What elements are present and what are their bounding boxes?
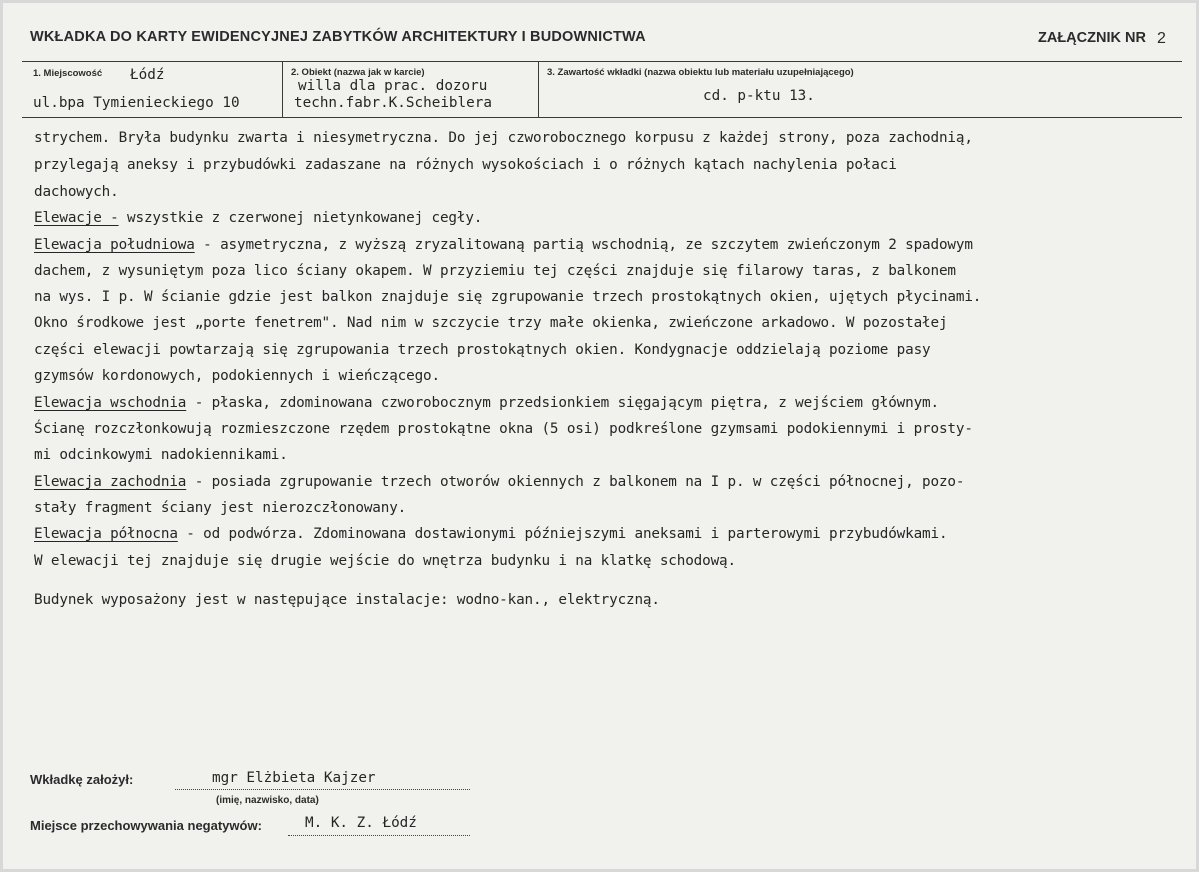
field-1-city: Łódź [130, 67, 165, 83]
attachment-number: 2 [1157, 30, 1166, 47]
body-line-2: przylegają aneksy i przybudówki zadaszane na różnych wysokościach i o różnych kątach nachylenia połaci [34, 157, 897, 173]
heading-elewacja-zachodnia: Elewacja zachodnia [34, 474, 187, 490]
field-2-line2: techn.fabr.K.Scheiblera [294, 95, 492, 111]
heading-elewacje: Elewacje - [34, 210, 119, 226]
field-1-label: 1. Miejscowość [33, 68, 103, 79]
body-line-3: dachowych. [34, 184, 119, 200]
field-1-street: ul.bpa Tymienieckiego 10 [33, 95, 240, 111]
founder-note: (imię, nazwisko, data) [216, 795, 319, 806]
storage-dotted-line [288, 835, 470, 836]
founder-dotted-line [175, 789, 470, 790]
storage-label: Miejsce przechowywania negatywów: [30, 818, 262, 833]
body-line-13: mi odcinkowymi nadokiennikami. [34, 447, 288, 463]
body-line-6: dachem, z wysuniętym poza lico ściany okapem. W przyziemiu tej części znajduje się filarowy taras, z balkonem [34, 263, 956, 279]
body-line-9: części elewacji powtarzają się zgrupowania trzech prostokątnych okien. Kondygnacje oddzielają poziome pasy [34, 342, 931, 358]
attachment-label: ZAŁĄCZNIK NR [1038, 30, 1146, 46]
body-line-5: Elewacja południowa - asymetryczna, z wyższą zryzalitowaną partią wschodnią, ze szczytem zwieńczonym 2 spadowym [34, 237, 973, 253]
body-line-7: na wys. I p. W ścianie gdzie jest balkon znajduje się zgrupowanie trzech prostokątnych okien, ujętych płycinami. [34, 289, 982, 305]
field-2-line1: willa dla prac. dozoru [298, 78, 488, 94]
field-divider-1 [282, 61, 283, 118]
body-line-8: Okno środkowe jest „porte fenetrem". Nad nim w szczycie trzy małe okienka, zwieńczone arkadowo. W pozostałej [34, 315, 948, 331]
field-3-label: 3. Zawartość wkładki (nazwa obiektu lub materiału uzupełniającego) [547, 67, 854, 78]
body-line-18: Budynek wyposażony jest w następujące instalacje: wodno-kan., elektryczną. [34, 592, 660, 608]
body-line-4: Elewacje - wszystkie z czerwonej nietynkowanej cegły. [34, 210, 483, 226]
form-title: WKŁADKA DO KARTY EWIDENCYJNEJ ZABYTKÓW ARCHITEKTURY I BUDOWNICTWA [30, 29, 646, 45]
body-line-14: Elewacja zachodnia - posiada zgrupowanie trzech otworów okiennych z balkonem na I p. w części północnej, pozo- [34, 474, 965, 490]
heading-elewacja-poludniowa: Elewacja południowa [34, 237, 195, 253]
body-line-1: strychem. Bryła budynku zwarta i niesymetryczna. Do jej czworobocznego korpusu z każdej strony, poza zachodnią, [34, 130, 973, 146]
body-line-11: Elewacja wschodnia - płaska, zdominowana czworobocznym przedsionkiem sięgającym piętra, z wejściem głównym. [34, 395, 939, 411]
header-rule-top [22, 61, 1182, 62]
body-line-10: gzymsów kordonowych, podokiennych i wieńczącego. [34, 368, 440, 384]
storage-value: M. K. Z. Łódź [305, 815, 417, 831]
body-line-17: W elewacji tej znajduje się drugie wejście do wnętrza budynku i na klatkę schodową. [34, 553, 736, 569]
heading-elewacja-polnocna: Elewacja północna [34, 526, 178, 542]
field-divider-2 [538, 61, 539, 118]
body-line-16: Elewacja północna - od podwórza. Zdominowana dostawionymi późniejszymi aneksami i parterowymi przybudówkami. [34, 526, 948, 542]
field-2-label: 2. Obiekt (nazwa jak w karcie) [291, 67, 425, 78]
heading-elewacja-wschodnia: Elewacja wschodnia [34, 395, 187, 411]
body-line-12: Ścianę rozczłonkowują rozmieszczone rzędem prostokątne okna (5 osi) podkreślone gzymsami podokiennymi i prosty- [34, 421, 973, 437]
header-rule-bottom [22, 117, 1182, 118]
founder-value: mgr Elżbieta Kajzer [212, 770, 376, 786]
field-3-value: cd. p-ktu 13. [703, 88, 815, 104]
founder-label: Wkładkę założył: [30, 772, 134, 787]
body-line-15: stały fragment ściany jest nierozczłonowany. [34, 500, 407, 516]
